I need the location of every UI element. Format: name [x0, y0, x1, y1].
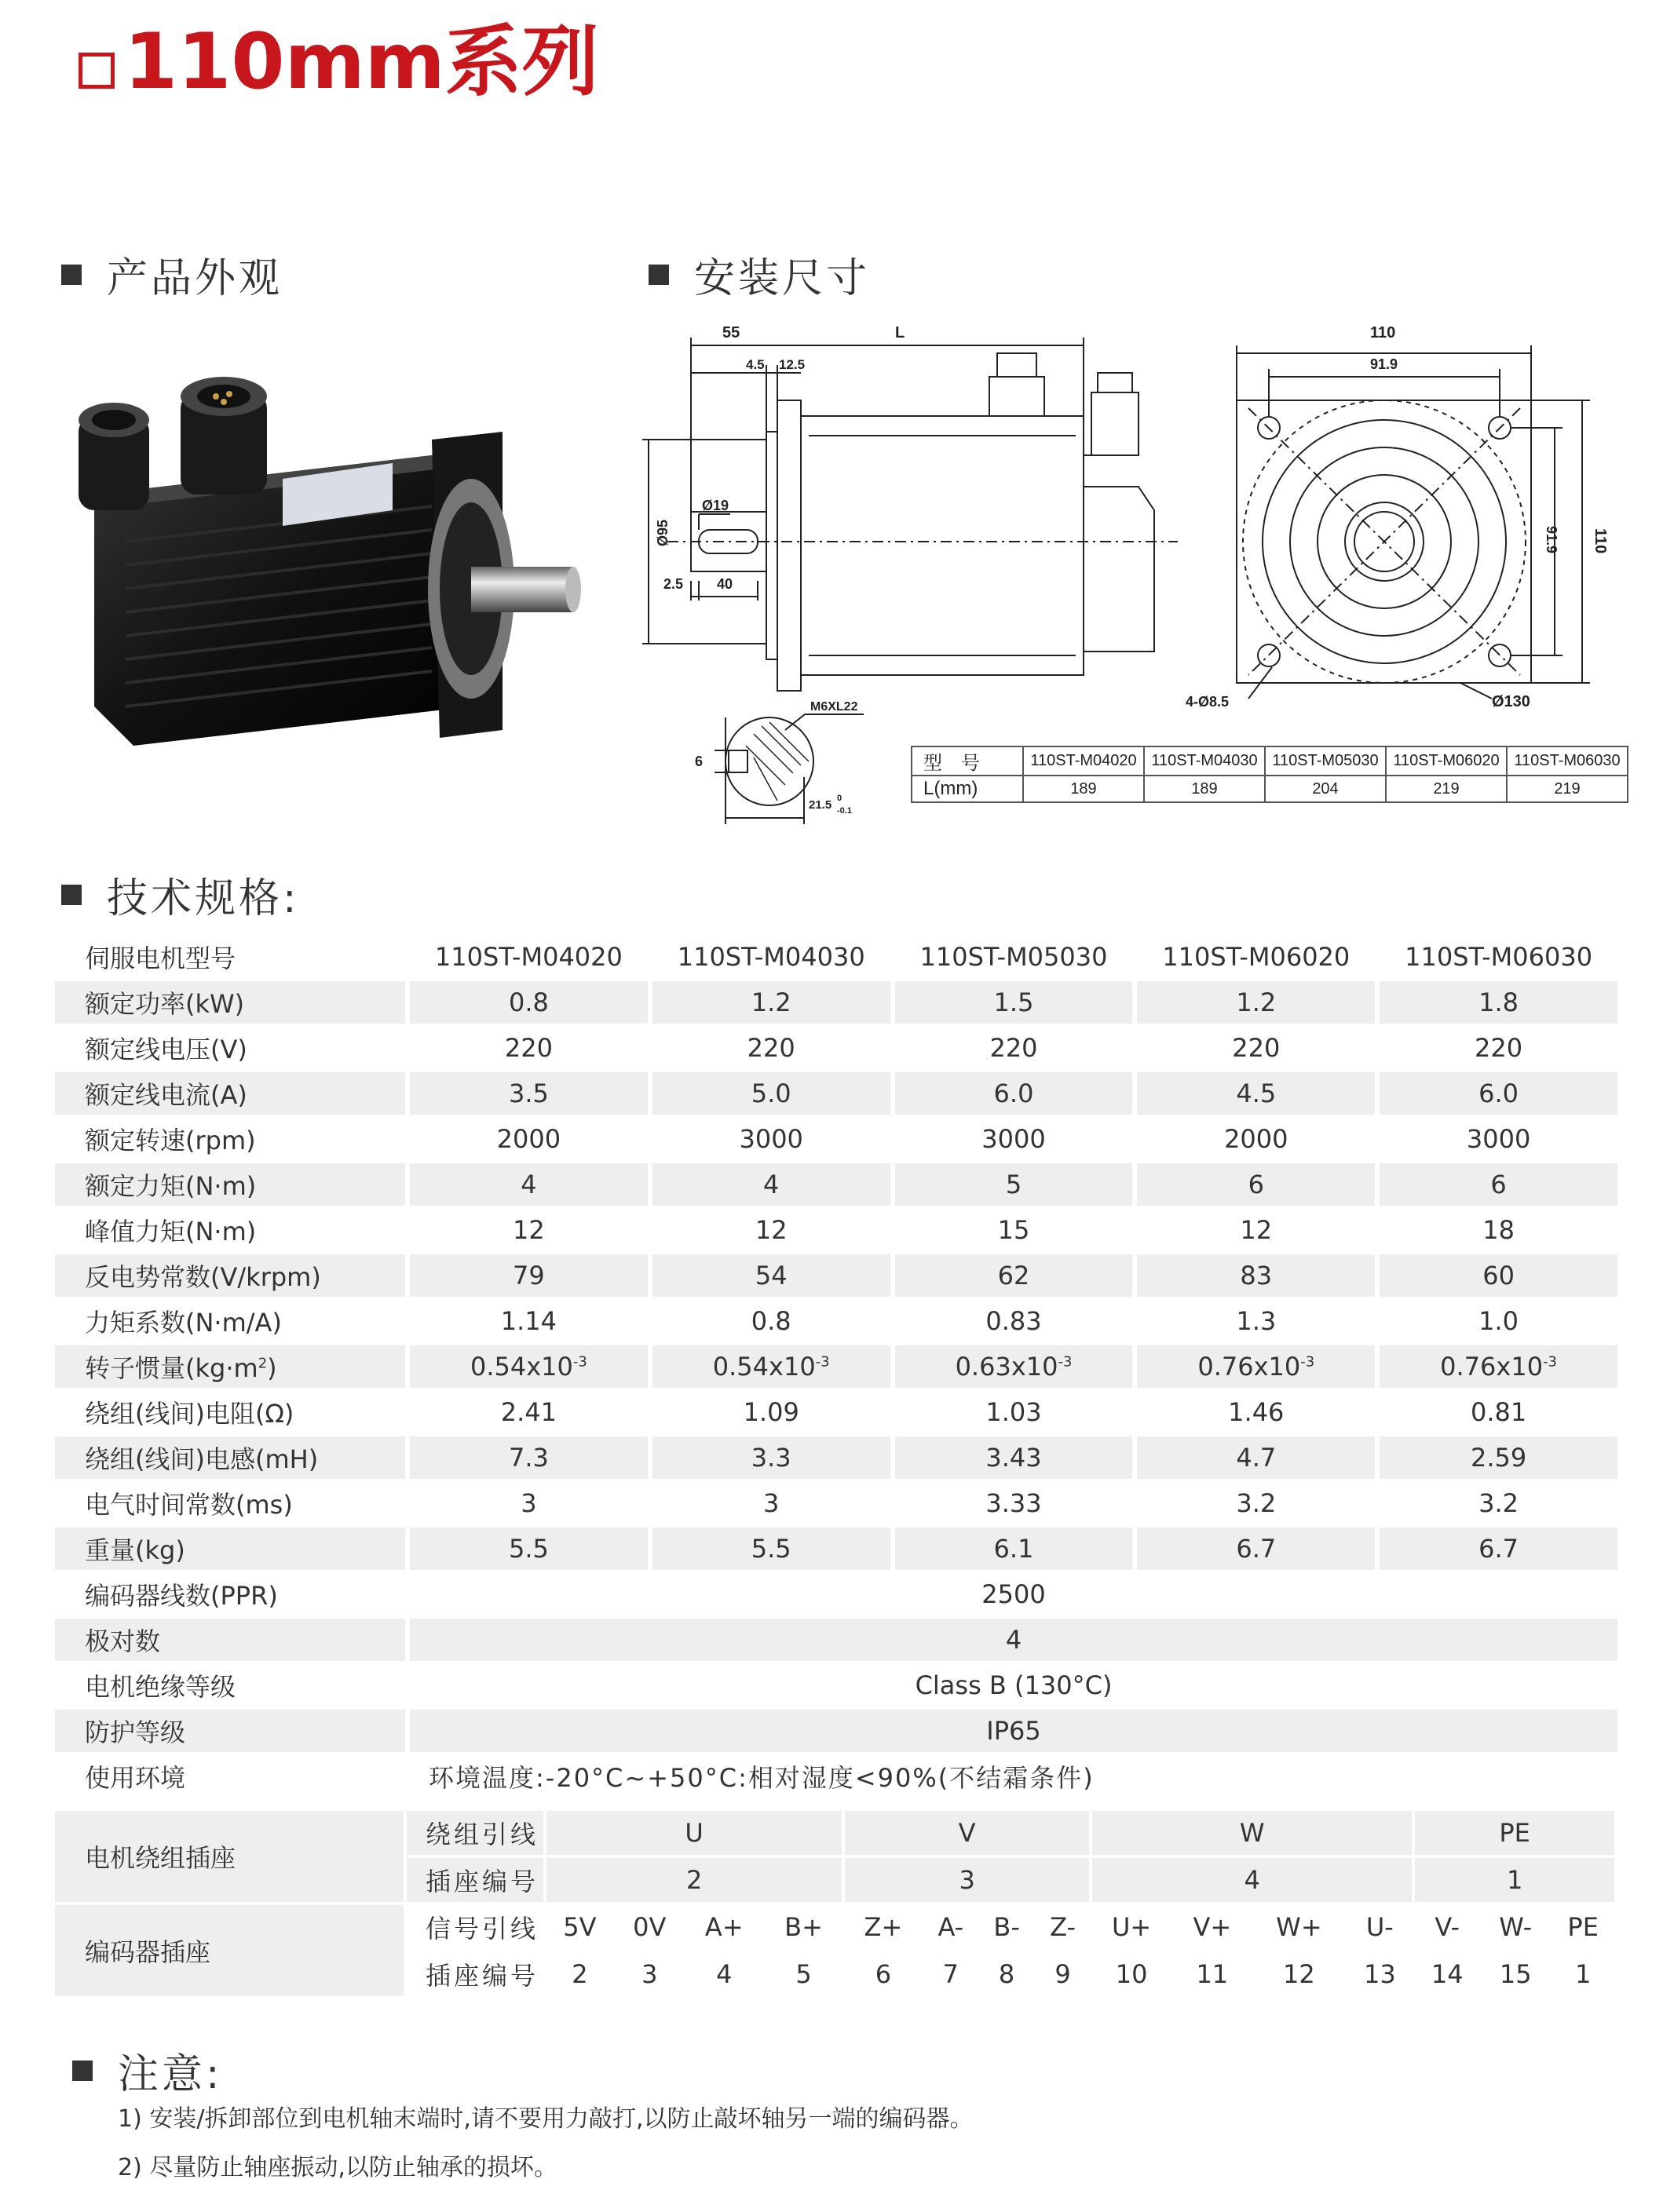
table-cell: 220	[1232, 1033, 1281, 1063]
table-cell: 0V	[615, 1904, 685, 1951]
dim-L: L	[895, 324, 905, 341]
table-row	[55, 981, 1617, 1024]
table-cell: 4	[652, 1163, 890, 1206]
table-cell: 1.0	[1478, 1306, 1519, 1336]
table-cell: 1	[1550, 1951, 1616, 1998]
table-cell: 4	[410, 1619, 1617, 1661]
table-cell: 60	[1380, 1254, 1617, 1297]
table-cell: W+	[1252, 1904, 1346, 1951]
table-cell: $0.54x10^{-3}$	[652, 1345, 890, 1388]
section-specs	[61, 865, 300, 924]
spec-label: 使用环境	[85, 1763, 186, 1793]
table-row	[55, 1710, 1617, 1752]
dim-110-v: 110	[1592, 528, 1609, 554]
table-row	[55, 1072, 1617, 1115]
table-cell: 3.2	[1478, 1488, 1519, 1518]
table-cell: 110ST-M04030	[1144, 746, 1265, 776]
table-cell: V-	[1413, 1904, 1481, 1951]
table-row	[55, 1391, 1617, 1433]
table-cell: 189	[1144, 776, 1265, 802]
dim-d130: Ø130	[1492, 693, 1530, 710]
table-cell: U-	[1346, 1904, 1413, 1951]
table-cell: $0.76x10^{-3}$	[1380, 1345, 1617, 1388]
table-cell: W-	[1481, 1904, 1550, 1951]
table-row	[55, 1300, 1617, 1342]
table-cell: IP65	[410, 1710, 1617, 1752]
section-appearance	[61, 245, 283, 304]
bullet-icon	[649, 265, 669, 285]
table-cell: 110ST-M06030	[1405, 942, 1593, 972]
superscript: -3	[572, 1353, 587, 1371]
table-row	[55, 1664, 1617, 1706]
table-cell: 3.5	[410, 1072, 648, 1115]
table-row	[55, 1573, 1617, 1615]
dim-holes: 4-Ø8.5	[1186, 694, 1230, 710]
spec-label: 额定功率(kW)	[55, 981, 405, 1024]
table-cell: 环境温度:-20°C~+50°C:相对湿度<90%(不结霜条件)	[429, 1763, 1095, 1793]
table-cell: 3000	[1466, 1124, 1531, 1154]
table-cell: 12	[755, 1215, 788, 1245]
spec-label: 峰值力矩(N·m)	[85, 1217, 257, 1247]
spec-label: 防护等级	[55, 1710, 405, 1752]
dim-d95: Ø95	[655, 519, 671, 546]
spec-label: 额定力矩(N·m)	[55, 1163, 405, 1206]
table-cell: A-	[923, 1904, 979, 1951]
table-cell: 3000	[981, 1124, 1046, 1154]
table-cell: 3.33	[985, 1488, 1042, 1518]
spec-label: 额定转速(rpm)	[85, 1126, 256, 1155]
table-cell: 6	[843, 1951, 923, 1998]
table-cell: 220	[504, 1033, 553, 1063]
table-row	[55, 1619, 1617, 1661]
section-dimensions	[649, 245, 870, 304]
table-row	[55, 1811, 1616, 1856]
table-cell: V+	[1172, 1904, 1252, 1951]
table-cell: 1.03	[985, 1397, 1042, 1427]
table-cell: 5.5	[410, 1528, 648, 1570]
table-cell: 219	[1507, 776, 1628, 802]
table-cell: A+	[685, 1904, 764, 1951]
spec-label: 转子惯量$(kg\cdot m^2)$	[55, 1345, 405, 1388]
table-cell: 1	[1413, 1856, 1616, 1904]
table-cell: 4	[410, 1163, 648, 1206]
table-cell: 2	[545, 1951, 615, 1998]
section-specs-label: 技术规格:	[107, 875, 300, 922]
dim-tol-top: 0	[837, 794, 842, 803]
table-cell: L(mm)	[912, 776, 1023, 802]
square-icon	[79, 53, 115, 89]
superscript: -3	[815, 1353, 830, 1371]
table-cell: PE	[1413, 1811, 1616, 1856]
dim-4-5: 4.5	[746, 357, 765, 372]
table-cell: 110ST-M05030	[919, 942, 1108, 972]
table-cell: 15	[1481, 1951, 1550, 1998]
spec-label: 额定线电压(V)	[85, 1035, 247, 1064]
table-cell: 5.0	[652, 1072, 890, 1115]
table-row	[55, 1755, 1617, 1798]
bullet-icon	[61, 265, 82, 285]
table-cell: 110ST-M04020	[1023, 746, 1144, 776]
dim-6: 6	[695, 754, 704, 769]
table-row	[55, 1118, 1617, 1160]
table-cell: 2	[545, 1856, 843, 1904]
table-cell: 4	[1091, 1856, 1413, 1904]
table-cell: 1.5	[895, 981, 1133, 1024]
table-cell: 1.8	[1380, 981, 1617, 1024]
dim-110: 110	[1370, 324, 1396, 341]
table-row	[55, 1482, 1617, 1524]
spec-label: 力矩系数(N·m/A)	[85, 1308, 282, 1338]
table-cell: 1.46	[1228, 1397, 1285, 1427]
table-cell: B+	[764, 1904, 843, 1951]
table-cell: 1.2	[652, 981, 890, 1024]
table-cell: 3.3	[652, 1436, 890, 1479]
superscript: 2	[258, 1355, 268, 1372]
dim-40: 40	[717, 576, 733, 592]
table-cell: 1.14	[500, 1306, 557, 1336]
length-table	[911, 746, 1628, 803]
table-cell: 12	[1240, 1215, 1273, 1245]
spec-table	[55, 933, 1617, 1801]
table-cell: 0.8	[751, 1306, 791, 1336]
table-cell: 6.0	[1380, 1072, 1617, 1115]
table-cell: 5V	[545, 1904, 615, 1951]
table-cell: 18	[1482, 1215, 1515, 1245]
servo-motor-photo	[63, 361, 581, 754]
table-cell: 79	[410, 1254, 648, 1297]
connector-table	[55, 1811, 1617, 1999]
table-row	[55, 1345, 1617, 1388]
table-cell: 110ST-M04030	[677, 942, 865, 972]
table-cell: 0.8	[410, 981, 648, 1024]
table-cell: 6	[1137, 1163, 1375, 1206]
table-cell: V	[843, 1811, 1091, 1856]
table-cell: 10	[1091, 1951, 1172, 1998]
table-cell: 5	[764, 1951, 843, 1998]
table-cell: 3	[843, 1856, 1091, 1904]
table-cell: $0.76x10^{-3}$	[1137, 1345, 1375, 1388]
dim-d19: Ø19	[702, 498, 729, 513]
encoder-pin-label: 插座编号	[405, 1951, 545, 1998]
table-cell: 6.0	[895, 1072, 1133, 1115]
table-cell: 6.1	[895, 1528, 1133, 1570]
table-cell: 219	[1386, 776, 1507, 802]
superscript: -3	[1300, 1353, 1315, 1371]
dim-2-5: 2.5	[663, 576, 684, 592]
table-row	[55, 1528, 1617, 1570]
table-cell: 14	[1413, 1951, 1481, 1998]
table-row	[55, 1436, 1617, 1479]
table-cell: 0.83	[985, 1306, 1042, 1336]
table-row	[912, 746, 1628, 776]
table-cell: Z-	[1035, 1904, 1091, 1951]
dim-21-5: 21.5	[809, 798, 832, 812]
table-cell: 型 号	[912, 746, 1023, 776]
table-cell: Class B (130°C)	[915, 1670, 1113, 1700]
table-cell: 2.59	[1380, 1436, 1617, 1479]
table-cell: 11	[1172, 1951, 1252, 1998]
table-cell: 2000	[496, 1124, 561, 1154]
table-cell: PE	[1550, 1904, 1616, 1951]
superscript: -3	[1058, 1353, 1073, 1371]
table-cell: 204	[1265, 776, 1386, 802]
superscript: -3	[1543, 1353, 1558, 1371]
encoder-socket-label: 编码器插座	[55, 1904, 405, 1998]
section-notes-label: 注意:	[118, 2051, 223, 2098]
table-cell: 0.81	[1470, 1397, 1527, 1427]
note-item: 2) 尽量防止轴座振动,以防止轴承的损坏。	[118, 2154, 557, 2181]
dim-key: M6XL22	[810, 700, 858, 714]
table-cell: 110ST-M06030	[1507, 746, 1628, 776]
table-cell: 3	[615, 1951, 685, 1998]
table-cell: 9	[1035, 1951, 1091, 1998]
table-cell: 220	[989, 1033, 1038, 1063]
table-cell: 5.5	[652, 1528, 890, 1570]
table-cell: 3.43	[895, 1436, 1133, 1479]
winding-pin-label: 插座编号	[405, 1856, 545, 1904]
table-cell: 189	[1023, 776, 1144, 802]
table-cell: 4	[685, 1951, 764, 1998]
encoder-lead-label: 信号引线	[405, 1904, 545, 1951]
table-row	[55, 1163, 1617, 1206]
dim-91-9: 91.9	[1370, 356, 1398, 372]
table-cell: 6.7	[1137, 1528, 1375, 1570]
page-title-text: 110mm系列	[124, 17, 599, 107]
table-cell: U	[545, 1811, 843, 1856]
section-notes	[72, 2041, 223, 2100]
table-row	[55, 936, 1617, 978]
note-item: 1) 安装/拆卸部位到电机轴末端时,请不要用力敲打,以防止敲坏轴另一端的编码器。	[118, 2105, 974, 2133]
table-cell: W	[1091, 1811, 1413, 1856]
section-appearance-label: 产品外观	[107, 255, 283, 302]
dim-91-9-v: 91.9	[1544, 526, 1559, 554]
table-cell: 1.3	[1236, 1306, 1277, 1336]
dim-tol-bot: -0.1	[837, 806, 852, 816]
table-row	[55, 1027, 1617, 1069]
notes-list	[118, 2105, 974, 2205]
winding-socket-label: 电机绕组插座	[55, 1811, 405, 1904]
spec-label: 重量(kg)	[55, 1528, 405, 1570]
table-cell: 83	[1137, 1254, 1375, 1297]
section-dimensions-label: 安装尺寸	[694, 255, 871, 302]
table-cell: 110ST-M05030	[1265, 746, 1386, 776]
table-cell: 3.2	[1236, 1488, 1277, 1518]
table-cell: $0.63x10^{-3}$	[895, 1345, 1133, 1388]
table-cell: 12	[1252, 1951, 1346, 1998]
table-cell: 5	[895, 1163, 1133, 1206]
table-cell: 110ST-M06020	[1386, 746, 1507, 776]
spec-label: 极对数	[55, 1619, 405, 1661]
table-cell: 8	[978, 1951, 1035, 1998]
table-cell: 4.7	[1137, 1436, 1375, 1479]
spec-label: 伺服电机型号	[85, 944, 236, 973]
table-cell: 7.3	[410, 1436, 648, 1479]
table-cell: $0.54x10^{-3}$	[410, 1345, 648, 1388]
dim-12-5: 12.5	[779, 357, 806, 372]
winding-lead-label: 绕组引线	[405, 1811, 545, 1856]
spec-label: 电气时间常数(ms)	[85, 1490, 293, 1520]
bullet-icon	[72, 2061, 93, 2081]
spec-label: 编码器线数(PPR)	[85, 1581, 278, 1611]
spec-label: 反电势常数(V/krpm)	[55, 1254, 405, 1297]
table-cell: 3	[521, 1488, 537, 1518]
table-cell: 6.7	[1380, 1528, 1617, 1570]
table-cell: 4.5	[1137, 1072, 1375, 1115]
page-title	[79, 17, 599, 107]
table-cell: 13	[1346, 1951, 1413, 1998]
table-cell: U+	[1091, 1904, 1172, 1951]
spec-label: 电机绝缘等级	[85, 1672, 236, 1702]
spec-label: 额定线电流(A)	[55, 1072, 405, 1115]
table-row	[912, 776, 1628, 802]
table-cell: 2000	[1224, 1124, 1288, 1154]
bullet-icon	[61, 885, 82, 905]
table-cell: 3000	[739, 1124, 803, 1154]
table-cell: 2.41	[500, 1397, 557, 1427]
table-row	[55, 1254, 1617, 1297]
spec-label: 绕组(线间)电感(mH)	[55, 1436, 405, 1479]
table-cell: 220	[1475, 1033, 1523, 1063]
table-cell: 110ST-M04020	[434, 942, 623, 972]
table-cell: 2500	[981, 1579, 1046, 1609]
spec-label: 绕组(线间)电阻(Ω)	[85, 1399, 294, 1429]
table-cell: 12	[513, 1215, 545, 1245]
table-cell: Z+	[843, 1904, 923, 1951]
table-cell: 110ST-M06020	[1162, 942, 1351, 972]
table-row	[55, 1209, 1617, 1251]
table-cell: 7	[923, 1951, 979, 1998]
table-cell: 3	[763, 1488, 780, 1518]
table-cell: 1.09	[743, 1397, 799, 1427]
table-cell: 62	[895, 1254, 1133, 1297]
table-row	[55, 1904, 1616, 1951]
table-cell: 15	[997, 1215, 1030, 1245]
table-cell: 54	[652, 1254, 890, 1297]
table-cell: 1.2	[1137, 981, 1375, 1024]
table-cell: 6	[1380, 1163, 1617, 1206]
table-cell: B-	[978, 1904, 1035, 1951]
dim-55: 55	[722, 324, 740, 341]
table-cell: 220	[747, 1033, 795, 1063]
